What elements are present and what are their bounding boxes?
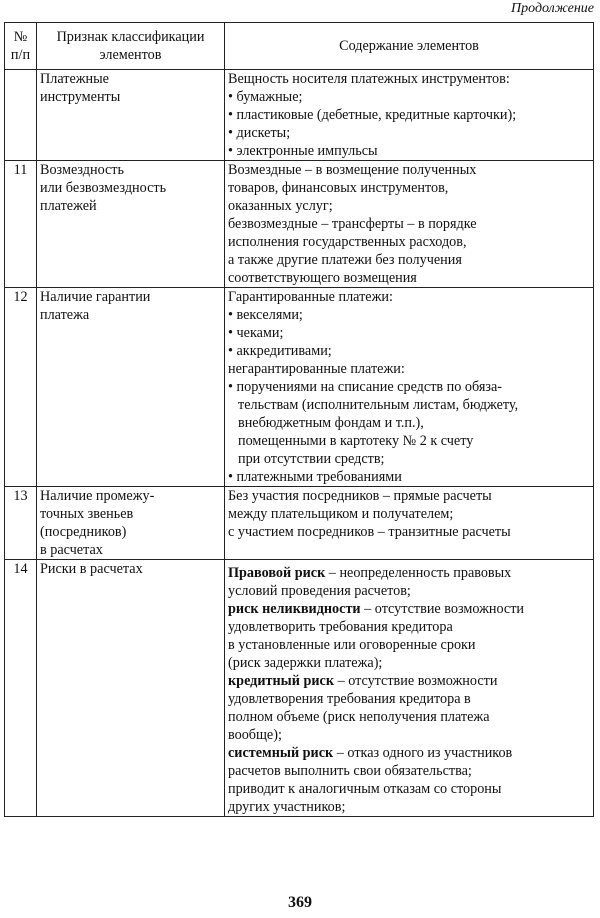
content-text: • аккредитивами; bbox=[228, 343, 332, 359]
header-feature: Признак классификации элементов bbox=[37, 23, 225, 70]
row-feature bbox=[37, 288, 225, 487]
content-line bbox=[228, 560, 590, 582]
feature-line: Возмездность bbox=[40, 162, 124, 178]
content-line bbox=[228, 726, 590, 744]
content-line bbox=[228, 636, 590, 654]
content-line bbox=[228, 468, 590, 486]
row-feature bbox=[37, 487, 225, 560]
row-content bbox=[225, 560, 594, 817]
content-line bbox=[228, 690, 590, 708]
feature-line: Наличие гарантии bbox=[40, 289, 151, 305]
table-row bbox=[5, 288, 594, 487]
content-term: кредитный риск bbox=[228, 673, 335, 689]
header-num: № п/п bbox=[5, 23, 37, 70]
content-line bbox=[228, 414, 590, 432]
content-line bbox=[228, 106, 590, 124]
row-number: 13 bbox=[5, 487, 37, 560]
classification-table bbox=[4, 22, 594, 817]
content-text: – отсутствие возможности bbox=[360, 601, 525, 617]
row-feature bbox=[37, 70, 225, 161]
feature-line: точных звеньев bbox=[40, 506, 134, 522]
content-text: • поручениями на списание средств по обяза- bbox=[228, 379, 502, 395]
content-line bbox=[228, 88, 590, 106]
content-line bbox=[228, 251, 590, 269]
row-content bbox=[225, 487, 594, 560]
content-text: Вещность носителя платежных инструментов: bbox=[228, 71, 510, 87]
content-line bbox=[228, 708, 590, 726]
feature-line: Платежные bbox=[40, 71, 109, 87]
content-line bbox=[228, 780, 590, 798]
row-number bbox=[5, 70, 37, 161]
table-body bbox=[5, 70, 594, 817]
content-text: • электронные импульсы bbox=[228, 143, 378, 159]
content-line bbox=[228, 288, 590, 306]
table-row bbox=[5, 487, 594, 560]
content-text: • векселями; bbox=[228, 307, 303, 323]
content-text: при отсутствии средств; bbox=[238, 451, 385, 467]
content-line bbox=[228, 450, 590, 468]
content-line bbox=[228, 70, 590, 88]
content-line bbox=[228, 505, 590, 523]
content-line bbox=[228, 197, 590, 215]
content-line bbox=[228, 582, 590, 600]
content-text: а также другие платежи без получения bbox=[228, 252, 462, 268]
content-text: внебюджетным фондам и т.п.), bbox=[238, 415, 424, 431]
content-text: с участием посредников – транзитные расчеты bbox=[228, 524, 511, 540]
feature-line: платежа bbox=[40, 307, 90, 323]
header-content: Содержание элементов bbox=[225, 23, 594, 70]
table-row bbox=[5, 560, 594, 817]
content-text: удовлетворения требования кредитора в bbox=[228, 691, 471, 707]
content-text: удовлетворить требования кредитора bbox=[228, 619, 453, 635]
content-text: тельствам (исполнительным листам, бюджету, bbox=[238, 397, 519, 413]
content-line bbox=[228, 672, 590, 690]
continuation-label: Продолжение bbox=[511, 1, 594, 16]
content-line bbox=[228, 487, 590, 505]
content-text: безвозмездные – трансферты – в порядке bbox=[228, 216, 477, 232]
content-text: Гарантированные платежи: bbox=[228, 289, 393, 305]
row-number: 11 bbox=[5, 161, 37, 288]
content-text: • платежными требованиями bbox=[228, 469, 402, 485]
content-text: товаров, финансовых инструментов, bbox=[228, 180, 449, 196]
content-term: Правовой риск bbox=[228, 565, 326, 581]
content-text: • дискеты; bbox=[228, 125, 291, 141]
page-number: 369 bbox=[288, 894, 312, 911]
content-line bbox=[228, 600, 590, 618]
feature-line: инструменты bbox=[40, 89, 121, 105]
content-line bbox=[228, 396, 590, 414]
table-row bbox=[5, 161, 594, 288]
content-text: • бумажные; bbox=[228, 89, 303, 105]
feature-line: платежей bbox=[40, 198, 97, 214]
content-text: – отказ одного из участников bbox=[333, 745, 513, 761]
feature-line: (посредников) bbox=[40, 524, 127, 540]
content-line bbox=[228, 233, 590, 251]
content-line bbox=[228, 798, 590, 816]
content-text: Без участия посредников – прямые расчеты bbox=[228, 488, 492, 504]
content-line bbox=[228, 378, 590, 396]
feature-line: в расчетах bbox=[40, 542, 103, 558]
content-text: исполнения государственных расходов, bbox=[228, 234, 467, 250]
content-text: – неопределенность правовых bbox=[325, 565, 512, 581]
content-line bbox=[228, 523, 590, 541]
content-text: – отсутствие возможности bbox=[334, 673, 498, 689]
feature-line: Наличие промежу- bbox=[40, 488, 155, 504]
content-text: приводит к аналогичным отказам со стороны bbox=[228, 781, 502, 797]
content-line bbox=[228, 124, 590, 142]
content-line bbox=[228, 306, 590, 324]
content-line bbox=[228, 142, 590, 160]
content-text: полном объеме (риск неполучения платежа bbox=[228, 709, 490, 725]
content-line bbox=[228, 654, 590, 672]
content-line bbox=[228, 618, 590, 636]
content-text: условий проведения расчетов; bbox=[228, 583, 411, 599]
content-term: системный риск bbox=[228, 745, 334, 761]
row-content bbox=[225, 288, 594, 487]
content-text: соответствующего возмещения bbox=[228, 270, 417, 286]
content-term: риск неликвидности bbox=[228, 601, 361, 617]
content-text: вообще); bbox=[228, 727, 282, 743]
content-line bbox=[228, 762, 590, 780]
content-line bbox=[228, 342, 590, 360]
table-header-row bbox=[5, 23, 594, 70]
row-feature bbox=[37, 560, 225, 817]
content-text: Возмездные – в возмещение полученных bbox=[228, 162, 477, 178]
content-text: между плательщиком и получателем; bbox=[228, 506, 454, 522]
content-text: других участников; bbox=[228, 799, 346, 815]
row-content bbox=[225, 161, 594, 288]
content-line bbox=[228, 269, 590, 287]
content-line bbox=[228, 215, 590, 233]
content-line bbox=[228, 360, 590, 378]
content-text: • пластиковые (дебетные, кредитные карточки); bbox=[228, 107, 517, 123]
content-text: помещенными в картотеку № 2 к счету bbox=[238, 433, 474, 449]
content-text: негарантированные платежи: bbox=[228, 361, 405, 377]
content-text: (риск задержки платежа); bbox=[228, 655, 383, 671]
row-content bbox=[225, 70, 594, 161]
content-text: в установленные или оговоренные сроки bbox=[228, 637, 476, 653]
content-line bbox=[228, 179, 590, 197]
row-feature bbox=[37, 161, 225, 288]
content-text: расчетов выполнить свои обязательства; bbox=[228, 763, 472, 779]
feature-line: Риски в расчетах bbox=[40, 561, 143, 577]
table-row bbox=[5, 70, 594, 161]
content-line bbox=[228, 161, 590, 179]
row-number: 12 bbox=[5, 288, 37, 487]
feature-line: или безвозмездность bbox=[40, 180, 167, 196]
content-line bbox=[228, 744, 590, 762]
content-line bbox=[228, 432, 590, 450]
content-text: оказанных услуг; bbox=[228, 198, 333, 214]
content-line bbox=[228, 324, 590, 342]
content-text: • чеками; bbox=[228, 325, 284, 341]
row-number: 14 bbox=[5, 560, 37, 817]
